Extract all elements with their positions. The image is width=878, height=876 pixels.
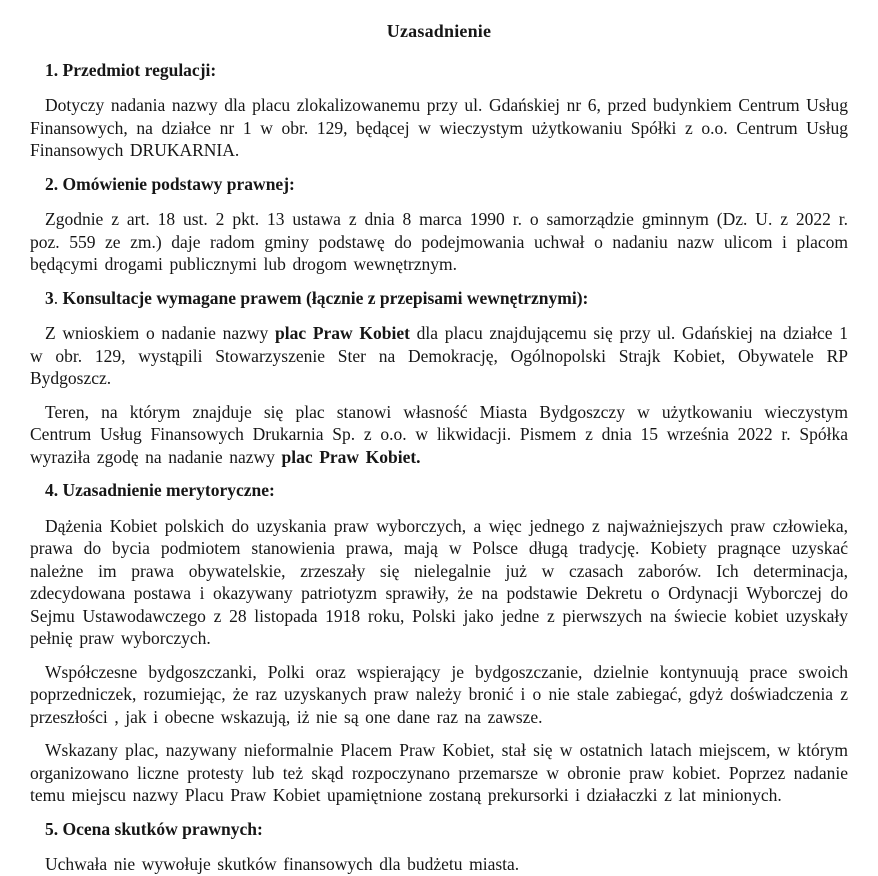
section-2-heading (30, 173, 848, 196)
bold-text: Konsultacje wymagane prawem (łącznie z przepisami wewnętrznymi): (62, 287, 589, 308)
text-run: . (53, 287, 63, 308)
bold-text: plac Praw Kobiet. (281, 446, 421, 467)
section-1-heading (30, 59, 848, 82)
paragraph (30, 739, 848, 807)
section-5 (30, 818, 848, 876)
bold-text: 2. Omówienie podstawy prawnej: (45, 173, 295, 194)
bold-text: 4. Uzasadnienie merytoryczne: (45, 480, 275, 500)
document-title: Uzasadnienie (386, 21, 492, 41)
section-3-heading (30, 287, 848, 310)
bold-text: plac Praw Kobiet (274, 323, 410, 343)
text-run: Dążenia Kobiet polskich do uzyskania praw wyborczych, a więc jednego z najważniejszych praw człowieka, prawa do bycia podmiotem stanowienia prawa, mają w Polsce długą tradycję. Kobiety pragnące uzyskać należne im prawa obywatelskie, zrzeszały się nielegalnie już w czasach zaborów. Ich determinacja, zdecydowana postawa i okazywany patriotyzm sprawiły, że na podstawie Dekretu o Ordynacji Wyborczej do Sejmu Ustawodawczego z 28 listopada 1918 roku, Polski jako jedne z pierwszych na świecie kobiet uzyskały pełnię praw wyborczych. (30, 515, 848, 648)
section-5-heading (30, 818, 848, 841)
text-run: Współczesne bydgoszczanki, Polki oraz wspierający je bydgoszczanie, dzielnie kontynuują prace swoich poprzedniczek, rozumiejąc, że raz uzyskanych praw należy bronić i o nie stale zabiegać, gdyż doświadczenia z przeszłości , jak i obecne wskazują, iż nie są one dane raz na zawsze. (30, 661, 848, 727)
section-2 (30, 173, 848, 276)
section-4 (30, 479, 848, 807)
paragraph (30, 515, 848, 650)
text-run: dla placu znajdującemu się przy ul. Gdańskiej na działce 1 w obr. 129, wystąpili Stowarzyszenie Ster na Demokrację, Ogólnopolski Strajk Kobiet, Obywatele RP Bydgoszcz. (30, 323, 848, 388)
paragraph (30, 208, 848, 276)
bold-text: 3 (45, 287, 54, 308)
paragraph (30, 322, 848, 390)
bold-text: 1. Przedmiot regulacji: (45, 59, 217, 80)
section-1 (30, 59, 848, 162)
bold-text: 5. Ocena skutków prawnych: (45, 818, 263, 839)
text-run: Uchwała nie wywołuje skutków finansowych dla budżetu miasta. (45, 854, 520, 874)
section-3 (30, 287, 848, 469)
paragraph (30, 661, 848, 729)
paragraph (30, 853, 848, 876)
section-4-heading (30, 479, 848, 502)
paragraph (30, 94, 848, 162)
text-run: Zgodnie z art. 18 ust. 2 pkt. 13 ustawa z dnia 8 marca 1990 r. o samorządzie gminnym (Dz. U. z 2022 r. poz. 559 ze zm.) daje radom gminy podstawę do podejmowania uchwał o nadaniu nazw ulicom i placom będącymi drogami publicznymi lub drogom wewnętrznym. (30, 209, 848, 274)
text-run: Teren, na którym znajduje się plac stanowi własność Miasta Bydgoszczy w użytkowaniu wieczystym Centrum Usług Finansowych Drukarnia Sp. z o.o. w likwidacji. Pismem z dnia 15 września 2022 r. Spółka wyraziła zgodę na nadanie nazwy (30, 401, 848, 467)
text-run: Dotyczy nadania nazwy dla placu zlokalizowanemu przy ul. Gdańskiej nr 6, przed budynkiem Centrum Usług Finansowych, na działce nr 1 w obr. 129, będącej w wieczystym użytkowaniu Spółki z o.o. Centrum Usług Finansowych DRUKARNIA. (30, 95, 848, 160)
text-run: Wskazany plac, nazywany nieformalnie Placem Praw Kobiet, stał się w ostatnich latach miejscem, w którym organizowano liczne protesty lub też skąd rozpoczynano przemarsze w obronie praw kobiet. Poprzez nadanie temu miejscu nazwy Placu Praw Kobiet upamiętnione zostaną prekursorki i działaczki z lat minionych. (30, 740, 848, 805)
text-run: Z wnioskiem o nadanie nazwy (45, 323, 275, 343)
paragraph (30, 401, 848, 469)
